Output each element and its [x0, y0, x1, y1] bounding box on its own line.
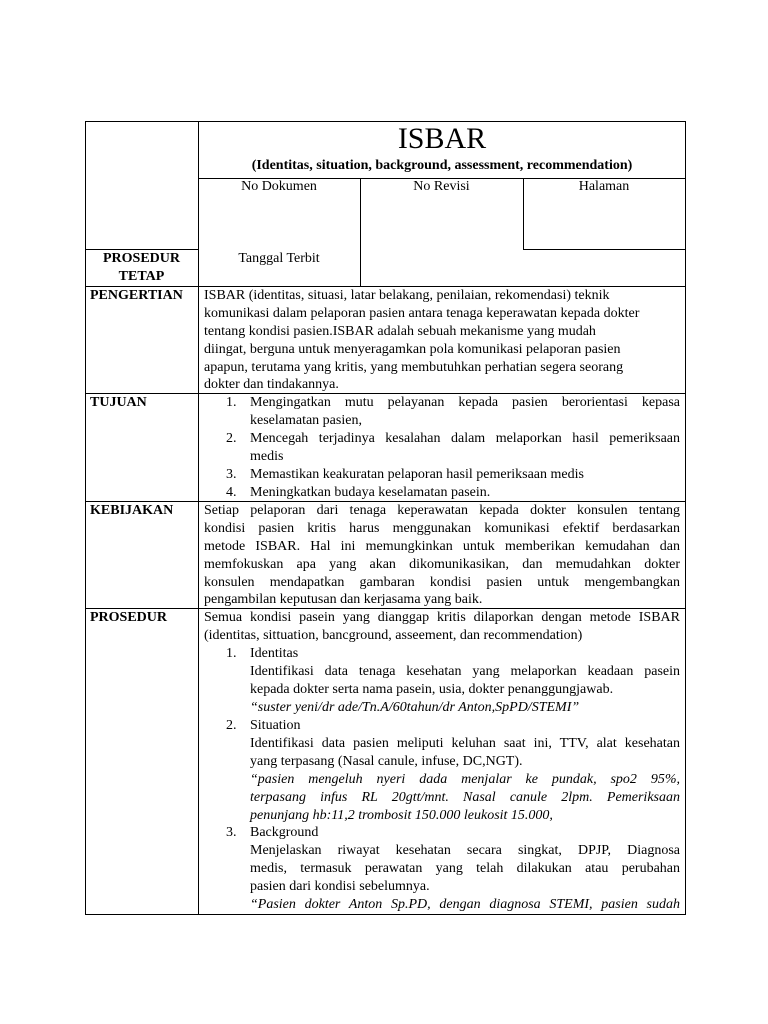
pengertian-line: tentang kondisi pasien.ISBAR adalah sebuah mekanisme yang mudah: [204, 324, 596, 339]
pengertian-line: ISBAR (identitas, situasi, latar belakang, penilaian, rekomendasi) teknik: [204, 288, 610, 303]
tujuan-item-number: 3.: [226, 467, 237, 482]
table-border-right: [685, 121, 686, 915]
table-border-left: [85, 121, 86, 915]
prosedur-item-number: 3.: [226, 825, 237, 840]
prosedur-item-line: yang terpasang (Nasal canule, infuse, DC,NGT).: [250, 754, 523, 769]
pengertian-line: apapun, terutama yang kritis, yang membutuhkan perhatian segera seorang: [204, 360, 624, 375]
prosedur-tetap-label-line1: PROSEDUR: [102, 251, 180, 266]
prosedur-item-example: “suster yeni/dr ade/Tn.A/60tahun/dr Anton,SpPD/STEMI”: [250, 700, 580, 715]
prosedur-item-number: 2.: [226, 718, 237, 733]
prosedur-label: PROSEDUR: [90, 610, 168, 625]
kebijakan-line: konsulen mendapatkan gambaran kondisi pasien untuk mengembangkan: [204, 575, 680, 590]
prosedur-item-example: penunjang hb:11,2 trombosit 150.000 leukosit 15.000,: [250, 808, 553, 823]
tujuan-item-number: 1.: [226, 395, 237, 410]
document-title: ISBAR: [397, 122, 487, 155]
prosedur-item-line: Identifikasi data pasien meliputi keluhan saat ini, TTV, alat kesehatan: [250, 736, 680, 751]
tujuan-item-line: medis: [250, 449, 284, 464]
tujuan-label: TUJUAN: [90, 395, 147, 410]
document-subtitle: (Identitas, situation, background, assessment, recommendation): [251, 158, 633, 173]
prosedur-item-heading: Identitas: [250, 646, 299, 661]
prosedur-item-heading: Situation: [250, 718, 301, 733]
kebijakan-line: metode ISBAR. Hal ini memungkinkan untuk memberikan kemudahan dan: [204, 539, 680, 554]
tujuan-item-line: keselamatan pasien,: [250, 413, 362, 428]
tanggal-terbit-label: Tanggal Terbit: [238, 251, 320, 266]
prosedur-tetap-label-line2: TETAP: [118, 269, 165, 284]
prosedur-item-number: 1.: [226, 646, 237, 661]
kebijakan-line: pengambilan keputusan dan kerjasama yang baik.: [204, 592, 483, 607]
tujuan-item-line: Meningkatkan budaya keselamatan pasein.: [250, 485, 491, 500]
prosedur-item-example: “Pasien dokter Anton Sp.PD, dengan diagnosa STEMI, pasien sudah: [250, 897, 680, 912]
no-revisi-label: No Revisi: [413, 179, 470, 194]
prosedur-item-example: terpasang infus RL 20gtt/mnt. Nasal canule 2lpm. Pemeriksaan: [250, 790, 680, 805]
prosedur-item-line: medis, termasuk perawatan yang telah dilakukan atau perubahan: [250, 861, 680, 876]
tujuan-item-line: Mencegah terjadinya kesalahan dalam melaporkan hasil pemeriksaan: [250, 431, 680, 446]
prosedur-item-line: Menjelaskan riwayat kesehatan secara singkat, DPJP, Diagnosa: [250, 843, 680, 858]
kebijakan-line: memfokuskan apa yang akan dikomunikasikan, dan memudahkan dokter: [204, 557, 680, 572]
tujuan-item-line: Mengingatkan mutu pelayanan kepada pasien berorientasi kepasa: [250, 395, 680, 410]
prosedur-item-example: “pasien mengeluh nyeri dada menjalar ke pundak, spo2 95%,: [250, 772, 680, 787]
pengertian-line: dokter dan tindakannya.: [204, 377, 339, 392]
kebijakan-label: KEBIJAKAN: [90, 503, 174, 518]
prosedur-item-line: kepada dokter serta nama pasein, usia, dokter penanggungjawab.: [250, 682, 614, 697]
halaman-cell-bottom: [523, 249, 686, 250]
tujuan-item-number: 2.: [226, 431, 237, 446]
prosedur-item-line: pasien dari kondisi sebelumnya.: [250, 879, 430, 894]
table-border-bottom: [85, 914, 686, 915]
prosedur-item-line: Identifikasi data tenaga kesehatan yang melaporkan keadaan pasein: [250, 664, 680, 679]
prosedur-intro-line: Semua kondisi pasein yang dianggap kritis dilaporkan dengan metode ISBAR: [204, 610, 680, 625]
kebijakan-line: kondisi pasien kritis harus menggunakan komunikasi efektif berdasarkan: [204, 521, 680, 536]
tujuan-item-number: 4.: [226, 485, 237, 500]
halaman-label: Halaman: [578, 179, 630, 194]
column-divider: [198, 121, 199, 915]
prosedur-item-heading: Background: [250, 825, 319, 840]
pengertian-label: PENGERTIAN: [90, 288, 183, 303]
pengertian-line: diingat, berguna untuk menyeragamkan pola komunikasi pelaporan pasien: [204, 342, 621, 357]
tujuan-item-line: Memastikan keakuratan pelaporan hasil pemeriksaan medis: [250, 467, 584, 482]
kebijakan-line: Setiap pelaporan dari tenaga keperawatan kepada dokter konsulen tentang: [204, 503, 680, 518]
no-dokumen-label: No Dokumen: [241, 179, 317, 194]
pengertian-line: komunikasi dalam pelaporan pasien antara tenaga keperawatan kepada dokter: [204, 306, 640, 321]
prosedur-intro-line: (identitas, sittuation, bancground, asseement, dan recommendation): [204, 628, 583, 643]
